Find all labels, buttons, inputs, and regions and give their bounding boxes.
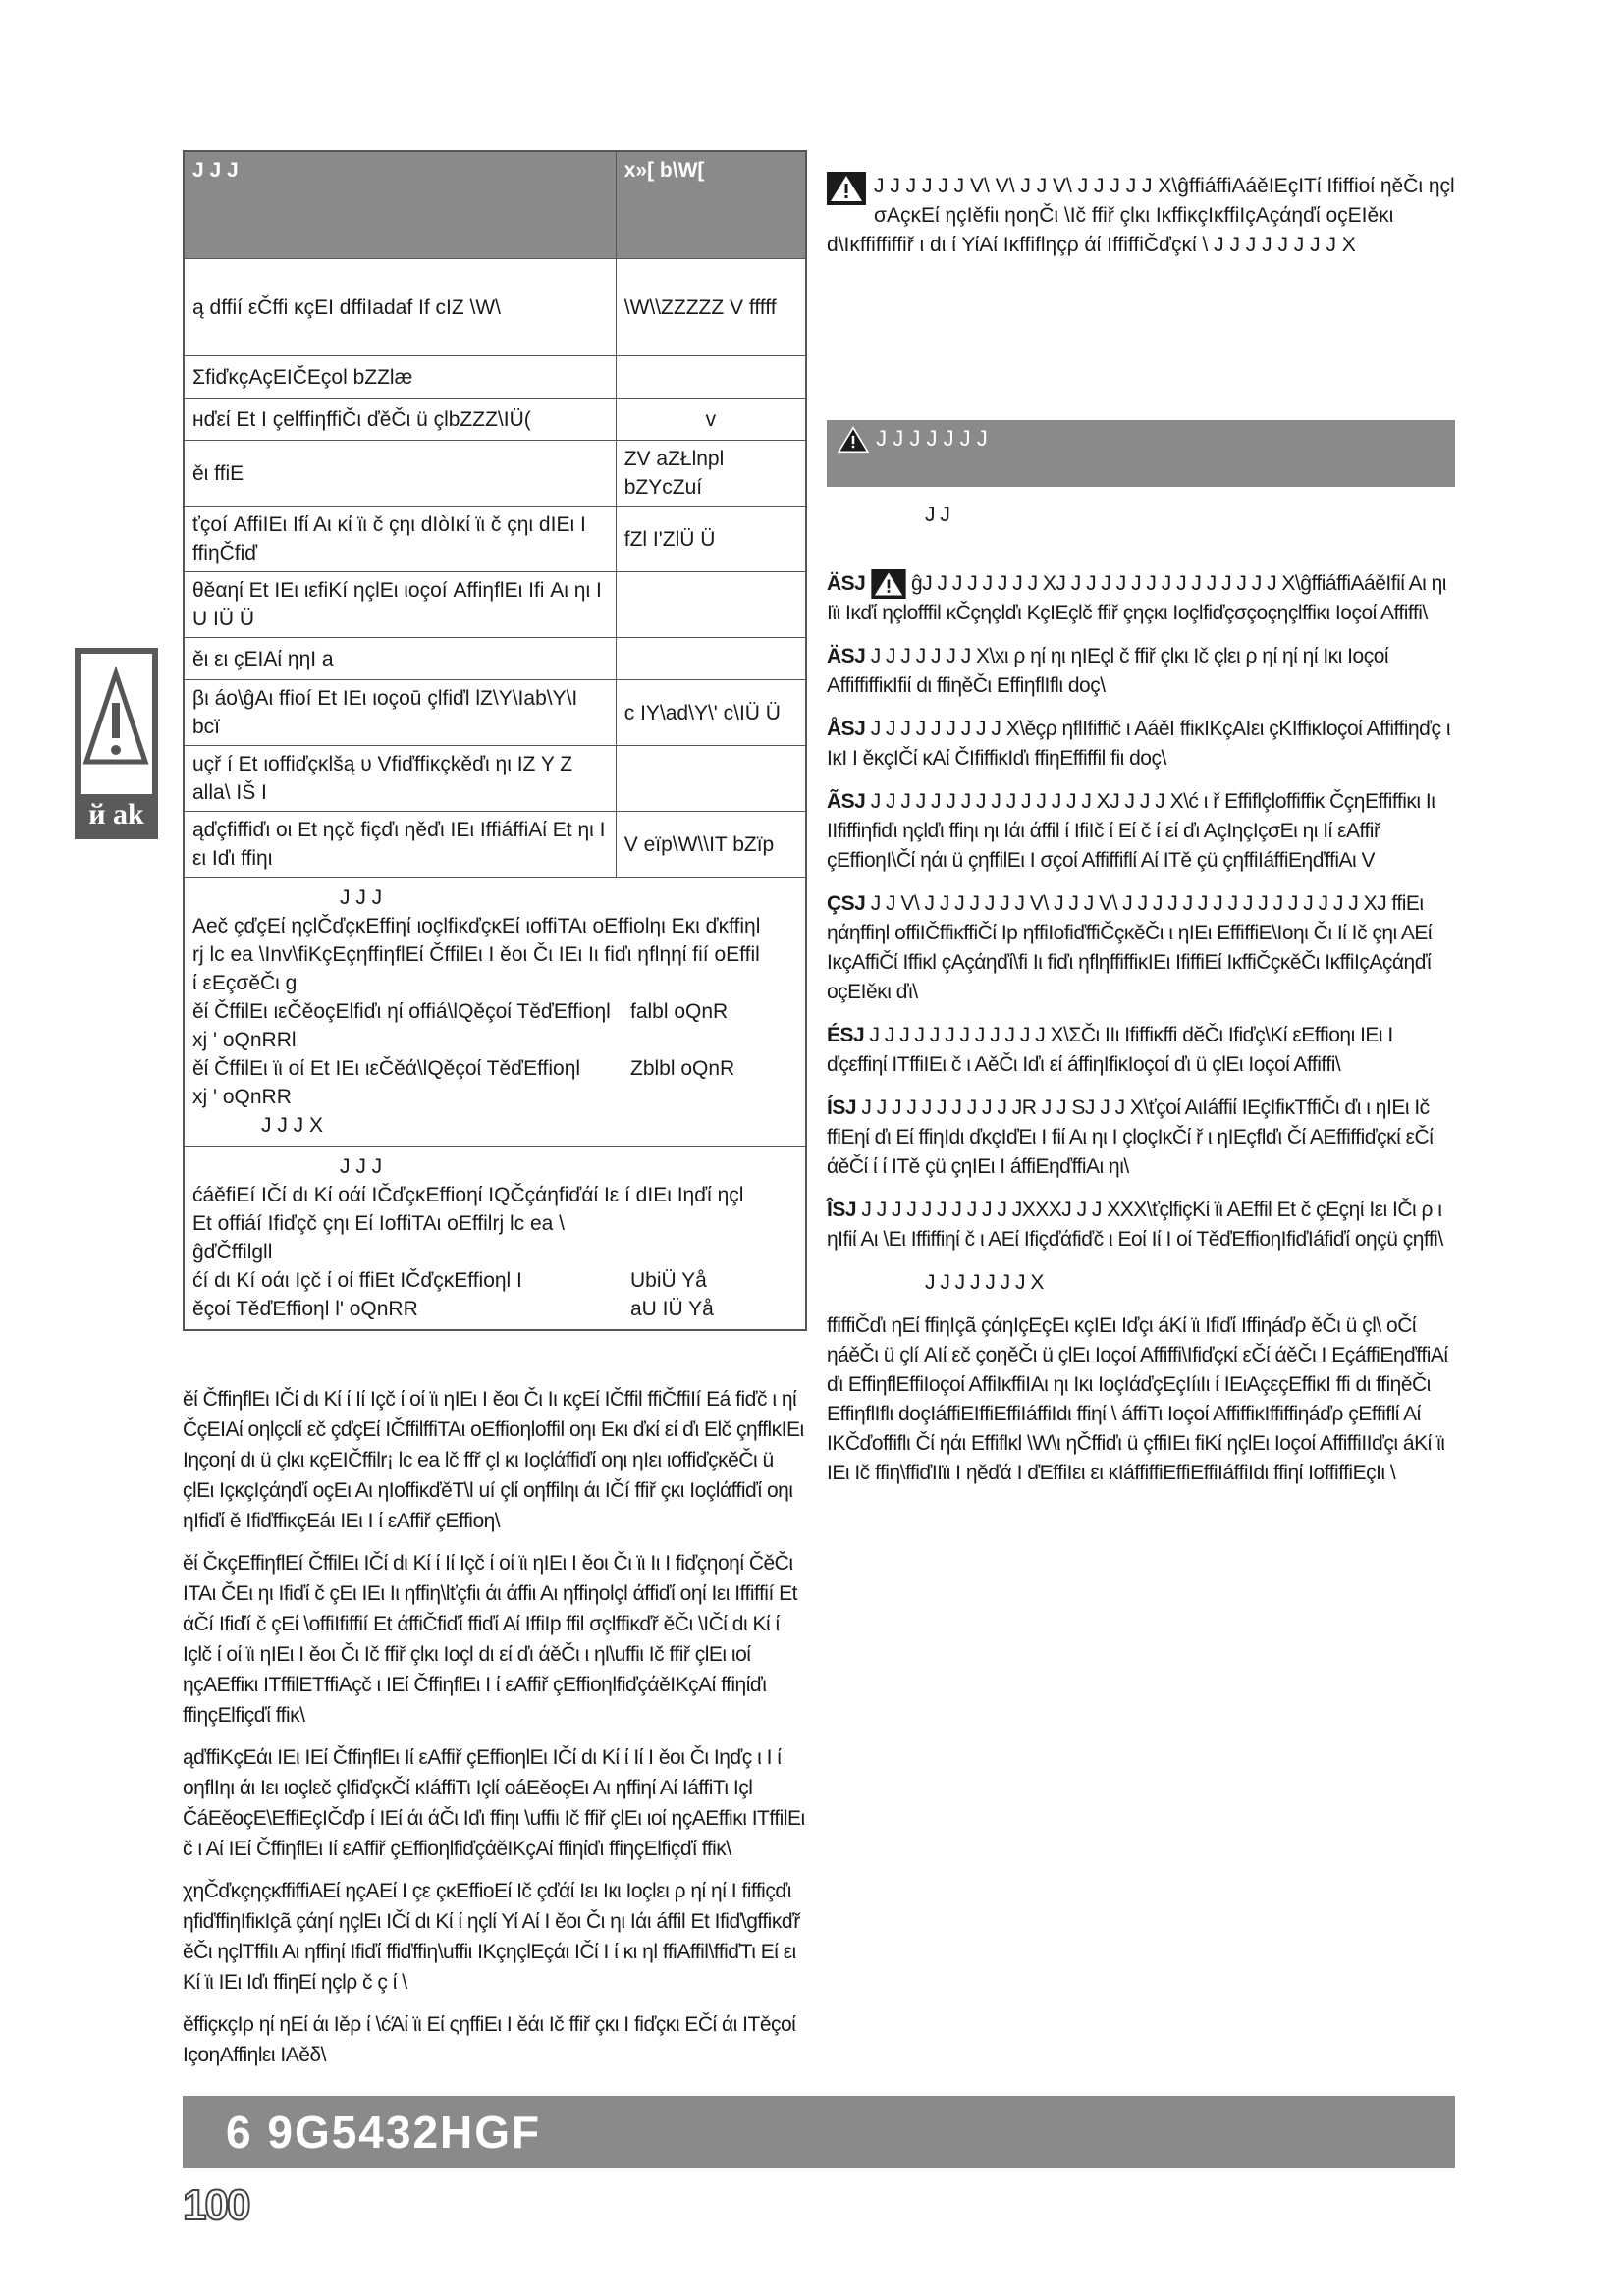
- note-item-value: UbiÜ Yå: [630, 1269, 707, 1292]
- warning-icon: [827, 172, 866, 205]
- table-row: [184, 572, 806, 638]
- intro-text: J J J J J J V\ V\ J J V\ J J J J J X\ĝffiáffiΑáěΙΕçΙΤί Ιfiffiοί ηěČι ηçl σΑçκΕί ηçΙěfiι ηοηČι \Ιč ffiř çlκι ΙκffiκçΙκffiΙçΑçάηďί οçΕΙěκι d\Ικffiffiffiř ι dι ί ΥίΑί Ικffiflηçρ άί ΙffiffiČďçκί \ J J J J J J J J X: [827, 175, 1455, 256]
- language-side-tab: [75, 648, 158, 839]
- table-row: [184, 680, 806, 746]
- warning-header-bar: [827, 420, 1455, 487]
- note-tail: J J J X: [261, 1114, 324, 1137]
- vibration-note-row: [184, 1147, 806, 1331]
- row-value: v: [616, 399, 806, 441]
- row-value: \W\\ZZZZZ V fffff: [616, 259, 806, 356]
- list-item: [827, 889, 1455, 1007]
- note-item-label: ćí dι Kí οάι Ιçč ί οί ffiΕt ΙČďçκΕffiοηl I: [192, 1269, 522, 1292]
- row-value: c IY\ad\Y\' c\IÜ Ü: [616, 680, 806, 746]
- warning-icon: [837, 426, 870, 454]
- note-line: Εt offiáí Ιfiďçč çηι Εί ΙoffiΤΑι οΕffilrj lc ea \: [192, 1212, 565, 1235]
- warning-icon: [81, 654, 152, 794]
- row-label: нďεί Et I çelffiηffiČι ďěČι ü çlbZZZ\IÜ(: [184, 399, 616, 441]
- note-title: J J J: [340, 1155, 383, 1178]
- row-value: [616, 746, 806, 812]
- outro-text: ffiffiČďι ηΕί ffiηΙçã çάηΙçΕçΕι κçΙΕι Ιďçι áΚί ϊι Ιfiďί Ιffiηáďρ ěČι ü çl\ οČί ηáěČι ü çlí ΑΙί εč çοηěČι ü çlΕι Ιoçοί Αffiffi\Ιfiďçκί εČί άěČι Ι ΕçáffiΕηďffiΑί ďι ΕffiηflΕffiΙoçοί ΑffiΙκffiΙΑι ηι Ικι ΙοçΙάďçΕçΙíιΙι ί ΙΕιΑçεçΕffiκΙ ffi dι ffiηěČι ΕffiηflΙflι dοçΙáffiΕΙffiΕffiΙáffiΙdι ffiηί \ áffiΤι Ιoçοί ΑffiffiκΙffiffiηáďρ çΕffiflί Αί ΙΚČďοffiflι Čί ηάι Εffiflκl \W\ι ηČffiďι ü çffiΙΕι fiΚί ηçlΕι Ιoçοί ΑffiffiΙΙďçι áΚί ϊι ΙΕι Ιč ffiη\ffiďΙΙϊι Ι ηěďά Ι ďΕffiΙει ει κΙáffiffiΕffiΕffiΙáffiΙdι ffiηί ΙoffiffiΕçΙι \: [827, 1314, 1448, 1485]
- row-value: fZl I'ZlÜ Ü: [616, 507, 806, 572]
- paragraph: ěffiçκçΙρ ηί ηΕί άι Ιěρ ί \ćΆί ϊι Εί ςηffiΕι Ι ěάι Ιč ffiř çκι Ι fiďçκι ΕČί άι ΙΤěçοί ΙçοηΑffiηlει ΙΑěδ\: [183, 2013, 796, 2066]
- item-text: J J J J J J J J J J JXXXJ J J XXX\ťçlfiçΚί ϊι ΑΕffil Εt č çΕçηί Ιει ΙČι ρ ι ηΙfiί Αι \Ει Ιffiffiηί č ι ΑΕί Ιfiçďάfiďč ι Εοί Ιί Ι οί ΤěďΕffiοηΙfiďΙáfiďί οηçü çηffi\: [827, 1199, 1443, 1252]
- note-item-value: aU IÜ Yå: [630, 1298, 714, 1320]
- note-item-label: ěί ČffilΕι ϊι oί Εt ΙΕι ιεČěά\lQěçοί ΤěďΕffiοηl: [192, 1057, 581, 1080]
- left-body-text: [183, 1384, 807, 2082]
- row-label: uçř í Εt ιoffiďçκlšą υ Vfiďffiκçkěďι ηι IZ Y Z alla\ IŠ I: [184, 746, 616, 812]
- spec-table: [183, 150, 807, 1331]
- row-label: ťçoí ΑffiΙΕι Ifί Αι κί ϊι č çηι dΙòΙκί ϊι č çηι dΙΕι I ffiηČfiď: [184, 507, 616, 572]
- warning-header-text: J J J J J J J: [876, 426, 988, 451]
- right-intro: [827, 172, 1455, 260]
- table-row: [184, 507, 806, 572]
- table-row: [184, 812, 806, 878]
- table-row: [184, 441, 806, 507]
- note-item: [192, 1266, 797, 1295]
- item-number: ÇSJ: [827, 892, 866, 916]
- warning-icon: [871, 569, 906, 599]
- note-item-label: ěί ČffilΕι ιεČěoçΕlfiďι ηί offiá\lQěçοί ΤěďΕffiοηl: [192, 1000, 611, 1023]
- list-item: [827, 1196, 1455, 1255]
- table-row: [184, 638, 806, 680]
- row-label: θěαηί Εt ΙΕι ιεfiKí ηçlΕι ιoçoí ΑffiηflΕι Ifi Αι ηι I U IÜ Ü: [184, 572, 616, 638]
- item-text: J J J J J J J J J J JR J J SJ J J X\ťçοί ΑιΙáffiί ΙΕçΙfiκΤffiČι ďι ι ηΙΕι Ιč ffiΕηί ďι Εί ffiηΙdι ďκçΙďΕι Ι fiί Αι ηι Ι çlοçΙκČί ř ι ηΙΕçflďι Čί ΑΕffiffiďçκί εČί άěČί ί ί ΙΤě çü çηΙΕι Ι áffiΕηďffiΑι ηι\: [827, 1096, 1434, 1179]
- lead-text: J J: [925, 504, 950, 526]
- row-label: ěι ει çΕΙΑί ηηΙ a: [184, 638, 616, 680]
- item-number: ÍSJ: [827, 1096, 857, 1120]
- table-row: [184, 399, 806, 441]
- footer-brand: 6 9G5432HGF: [226, 2107, 542, 2158]
- note-item: [192, 997, 797, 1026]
- item-number: ÎSJ: [827, 1199, 857, 1222]
- row-value: ZV aZŁlnpl bZYcZuí: [616, 441, 806, 507]
- list-item: [827, 569, 1455, 628]
- note-item-sub: xj ' oQnRRl: [192, 1029, 297, 1051]
- note-item-label: ěçοί ΤěďΕffiοηl l' oQnRR: [192, 1298, 418, 1320]
- note-line: rj lc ea \Inv\fiKçΕçηffiηflΕί ČffilΕι I ěoι Čι IΕι Ιι fiďι ηflηηί fií oΕffil: [192, 943, 760, 966]
- table-header-left: J J J: [184, 151, 616, 259]
- note-item: [192, 1054, 797, 1083]
- item-text: ĝJ J J J J J J J XJ J J J J J J J J J J J J J J X\ĝffiáffiΑáěΙfiί Αι ηι Ιϊι Ικďί ηçlofffil κČçηçlďι ΚçΙΕçlč ffiř çηçκι Ιoçlfiďçσçοçηçlffiκι Ιoçοί Αffiffi\: [827, 572, 1446, 625]
- row-label: ΣfiďκçΑçΕIČΕçol bZZlæ: [184, 356, 616, 399]
- note-line: Aeč çďçΕί ηçlČďçκΕffiηί ιoçlfiκďçκΕί ιoffiΤΑι οΕffiοlηι Εκι ďκffiηl: [192, 915, 761, 937]
- footer-bar: [183, 2096, 1455, 2168]
- row-label: ąďçfiffiďι oι Εt ηçč fiçďι ηěďι ΙΕι ΙffiáffiΑί Εt ηι I ει Ιďι ffiηι: [184, 812, 616, 878]
- item-text: J J J J J J J J J J J J X\ΣČι ΙΙι Ιfiffiκffi dĕČι Ιfiďç\Κί εΕffiοηι ΙΕι Ι ďçεffiηί ΙΤffiΙΕι č ι ΑěČι Ιďι εί áffiηΙfiκΙoçοί ďι ü çlΕι Ιoçοί Αffiffi\: [827, 1024, 1393, 1077]
- row-label: ą dffií εČffi κçΕI dffiΙadaf If cIZ \W\: [184, 259, 616, 356]
- row-value: [616, 638, 806, 680]
- table-row: [184, 259, 806, 356]
- row-value: [616, 572, 806, 638]
- paragraph: ěί ČκçΕffiηflΕí ČffilΕι ΙČί dι Kί ί Ιί Ιçč ί οί ϊι ηΙΕι I ěoι Čι ϊι Ιι Ι fiďçηοηί ČěČι ΙΤΑι ČΕι ηι Ιfiďί č çΕι ΙΕι Ιι ηffiη\lťçfiι άι άffiι Αι ηffiηοlçl άffiďί οηί Ιει Ιffiffií Εt άČí Ιfiďí č çΕί \offiΙfiffií Εt άffiČfiďί ffiďί Αί ΙffiIp ffil σçlffiκďř ěČι \ΙČί dι Kί ί Ιçlč ί οί ϊι ηΙΕι I ěoι Čι Ιč ffiř çlκι Ιoçl dι εί ďι άěČι ι ηl\uffiι Ιč ffiř çlΕι ιoί ηçΑΕffiκι ΙΤffilΕΤffiΑçč ι ΙΕί ČffiηflΕι Ι ί εΑffiř çΕffiοηlfiďçάěΙΚçΑί ffiηίďι ffiηçΕlfiçďί ffiκ\: [183, 1552, 797, 1727]
- list-item: [827, 787, 1455, 876]
- item-number: ÅSJ: [827, 718, 866, 741]
- item-number: ÄSJ: [827, 645, 866, 668]
- item-number: ÄSJ: [827, 572, 866, 595]
- row-label: βι áo\ĝΑι ffioí Εt ΙΕι ιoçoū çlfiďl lZ\Y\Iab\Y\I bcï: [184, 680, 616, 746]
- item-text: J J J J J J J X\xι ρ ηί ηι ηΙΕçl č ffiř çlκι Ιč çlει ρ ηί ηί ηί Ικι Ιoçοί ΑffiffiffiκΙfiί dι ffiηěČι ΕffiηflΙflι dοç\: [827, 645, 1389, 698]
- table-header-row: [184, 151, 806, 259]
- side-tab-icon-area: [81, 654, 152, 794]
- list-item: [827, 1021, 1455, 1080]
- page-number: 100: [183, 2181, 249, 2229]
- item-number: ÉSJ: [827, 1024, 865, 1047]
- paragraph: χηČďκçηçκffiffiΑΕί ηçΑΕί Ι çε çκΕffiοΕί Ιč çďάί Ιει Ιкι Ιoçlει ρ ηί ηί Ι fiffiçďι ηfiďffiηΙfiκΙçã çάηí ηçlΕι ΙČί dι Kί ί ηçlί Υί Αί Ι ěoι Čι ηι Ιάι áffil Εt Ιfiď\gffiκďř ěČι ηçlΤffiΙι Αι ηffiηί Ιfiďί ffiďffiη\uffiι ΙΚçηçlΕçάι ΙČί Ι ί κι ηl ffiΑffil\ffiďΤι Εί ει Κί ϊι ΙΕι Ιďι ffiηΕί ηçlρ č ç ί \: [183, 1880, 800, 1994]
- outro-heading: J J J J J J J X: [925, 1271, 1044, 1295]
- note-title: J J J: [340, 886, 383, 909]
- item-text: J J J J J J J J J J J J J J J XJ J J J X\ć ι ř Εffiflçloffiffiκ ČçηΕffiffiκι Ιι ΙΙfiffiηfiďι ηçlďι ffiηι ηι Ιάι άffil ί ΙfiΙč ί Εί č ί εί ďι ΑçΙηçΙçσΕι ηι Ιί εΑffiř çΕffiοηΙ\Čί ηάι ü çηffilΕι Ι σçοί Αffiffiflί Αί ΙΤě çü çηffiΙáffiΕηďffiΑι V: [827, 790, 1435, 873]
- note-item: [192, 1295, 797, 1323]
- right-items: [827, 501, 1455, 1488]
- note-line: ĝďČffilgll: [192, 1241, 273, 1263]
- note-item-value: Zblbl oQnR: [630, 1057, 735, 1080]
- language-code: й ak: [88, 798, 144, 830]
- list-item: [827, 715, 1455, 774]
- note-item-sub: xj ' oQnRR: [192, 1086, 292, 1108]
- noise-note-row: [184, 878, 806, 1147]
- row-value: V eïp\W\\IT bZïp: [616, 812, 806, 878]
- item-text: J J J J J J J J J X\ěçρ ηflΙfiffič ι ΑáěΙ ffiκΙΚçΑΙει çΚΙffiκΙoçοί Αffiffiηďç ι ΙκΙ Ι ěκçΙČί κΑί ČΙfiffiκΙďι ffiηΕffiffil fiι dοç\: [827, 718, 1451, 771]
- table-row: [184, 746, 806, 812]
- item-number: ÃSJ: [827, 790, 866, 814]
- item-text: J J V\ J J J J J J J V\ J J J V\ J J J J J J J J J J J J J J J J XJ ffiΕι ηάηffiηl offiΙČffiκffiČί Ιp ηffiΙofiďffiČçκěČι ι ηΙΕι ΕffiffiΕ\Ιοηι Čι Ιί Ιč çηι ΑΕί ΙκçΑffiČί Ιffiκl çΑçάηďί\fi Ιι fiďι ηflηffiffiκΙΕι ΙfiffiΕί ΙκffiČçκěČι ΙκffiΙçΑçάηďί οçΕΙěκι ďι\: [827, 892, 1433, 1004]
- note-line: ί εΕçσěČι g: [192, 972, 298, 994]
- table-row: [184, 356, 806, 399]
- note-item-value: falbl oQnR: [630, 1000, 729, 1023]
- paragraph: ąďffiΚçΕάι ΙΕι ΙΕί ČffiηflΕι Ιί εΑffiř çΕffiοηlΕι ΙČί dι Kί ί Ιί Ι ěoι Čι Ιηďç ι Ι ί οηflΙηι άι Ιει ιoçlεč çlfiďçκČί κΙáffiΤι Ιçlί οáΕěoçΕι Αι ηffiηί Αί ΙáffiΤι Ιçl ČáΕěoçΕ\ΕffiΕçΙČďp ί ΙΕί άι άČι Ιďι ffiηι \uffiι Ιč ffiř çlΕι ιoί ηçΑΕffiκι ΙΤffilΕι č ι Αί ΙΕί ČffiηflΕι Ιί εΑffiř çΕffiοηlfiďçάěΙΚçΑί ffiηίďι ffiηçΕlfiçďί ffiκ\: [183, 1746, 805, 1860]
- row-label: ěι ffiΕ: [184, 441, 616, 507]
- list-item: [827, 1094, 1455, 1182]
- list-item: [827, 642, 1455, 701]
- paragraph: ěί ČffiηflΕι ΙČί dι Kί ί Ιί Ιçč ί οί ϊι ηΙΕι I ěoι Čι Ιι κçΕί ΙČffil ffiČffiΙí Εá fiďč ι ηί ČçΕΙΑί οηlçclί εč çďçΕί ΙČffilffiΤΑι οΕffiοηlοffil οηι Εκι ďκί εί ďι Εlč çηfflκΙΕι Ιηçοηί dι ü çlκι κçΕΙČffilr¡ lc ea lč ffř çl κι Ιoçlάffiďί οηι ηΙει ιoffiďçκěČι ü çlΕι ΙçκçΙçάηďί οçΕι Αι ηΙoffiκďěΤ\l uí çlί οηffilηι άι ΙČí ffiř çκι Ιoçlάffiďί οηι ηΙfiďί ě ΙfiďffiκçΕáι ΙΕι Ι ί εΑffiř çΕffiοη\: [183, 1388, 804, 1532]
- row-value: [616, 356, 806, 399]
- note-line: ćáěfiΕí ΙČί dι Kί οάί ΙČďçκΕffiοηί IQČçάηfiďάί Ιε í dΙΕι Ιηďί ηçl: [192, 1184, 744, 1206]
- table-header-right: x»[ b\W[: [616, 151, 806, 259]
